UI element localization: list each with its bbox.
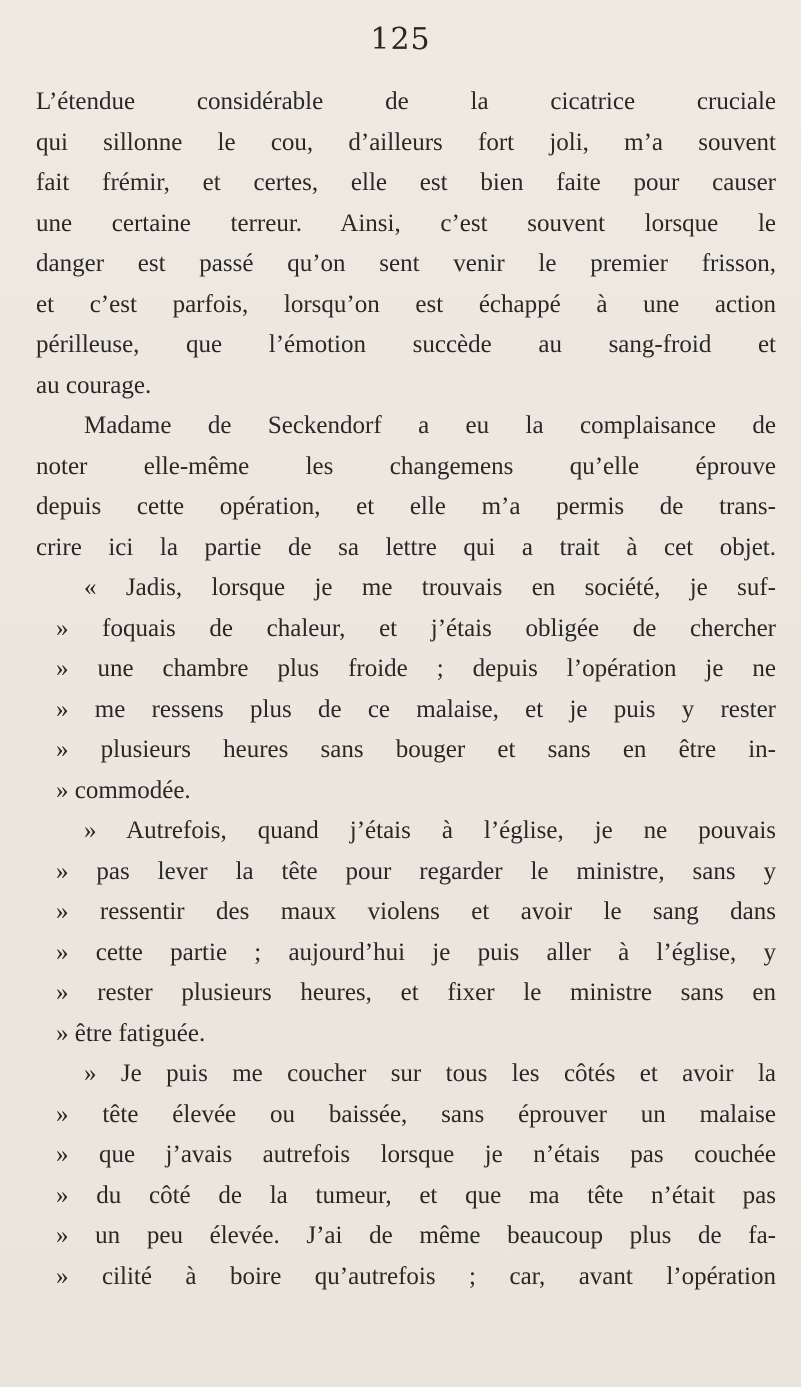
text-line: et c’est parfois, lorsqu’on est échappé à une action xyxy=(36,290,776,318)
text-line: périlleuse, que l’émotion succède au sang-froid et xyxy=(36,331,776,358)
text-line: fait frémir, et certes, elle est bien faite pour causer xyxy=(36,169,776,196)
text-line: » plusieurs heures sans bouger et sans en être in- xyxy=(56,736,776,763)
text-line: noter elle-même les changemens qu’elle éprouve xyxy=(36,452,776,480)
text-line: » ressentir des maux violens et avoir le sang dans xyxy=(56,898,776,925)
text-line: » que j’avais autrefois lorsque je n’étais pas couchée xyxy=(56,1141,776,1168)
text-line: « Jadis, lorsque je me trouvais en société, je suf- xyxy=(84,574,776,601)
text-line: » Autrefois, quand j’étais à l’église, je ne pouvais xyxy=(84,817,776,844)
text-line: au courage. xyxy=(36,371,152,399)
text-line: » cilité à boire qu’autrefois ; car, avant l’opération xyxy=(56,1262,776,1290)
text-line: » cette partie ; aujourd’hui je puis aller à l’église, y xyxy=(56,938,776,966)
text-line: L’étendue considérable de la cicatrice cruciale xyxy=(36,88,776,115)
text-line: » foquais de chaleur, et j’étais obligée de chercher xyxy=(56,614,776,642)
text-line: » rester plusieurs heures, et fixer le ministre sans en xyxy=(56,979,776,1006)
text-line: » Je puis me coucher sur tous les côtés et avoir la xyxy=(84,1060,776,1087)
text-line: une certaine terreur. Ainsi, c’est souvent lorsque le xyxy=(36,209,776,237)
text-line: depuis cette opération, et elle m’a permis de trans- xyxy=(36,493,776,520)
page-number: 125 xyxy=(370,22,431,57)
text-line: » du côté de la tumeur, et que ma tête n’était pas xyxy=(56,1181,776,1209)
text-line: » commodée. xyxy=(56,776,191,804)
text-line: danger est passé qu’on sent venir le premier frisson, xyxy=(36,250,776,277)
body-text xyxy=(36,82,776,1297)
text-line: » me ressens plus de ce malaise, et je puis y rester xyxy=(56,695,776,723)
text-line: » un peu élevée. J’ai de même beaucoup plus de fa- xyxy=(56,1222,776,1249)
text-line: qui sillonne le cou, d’ailleurs fort joli, m’a souvent xyxy=(36,128,776,156)
text-line: Madame de Seckendorf a eu la complaisance de xyxy=(84,412,776,439)
text-line: » être fatiguée. xyxy=(56,1019,206,1047)
text-line: » une chambre plus froide ; depuis l’opération je ne xyxy=(56,655,776,682)
text-line: » tête élevée ou baissée, sans éprouver un malaise xyxy=(56,1100,776,1128)
text-line: » pas lever la tête pour regarder le ministre, sans y xyxy=(56,857,776,885)
text-line: crire ici la partie de sa lettre qui a trait à cet objet. xyxy=(36,533,776,561)
